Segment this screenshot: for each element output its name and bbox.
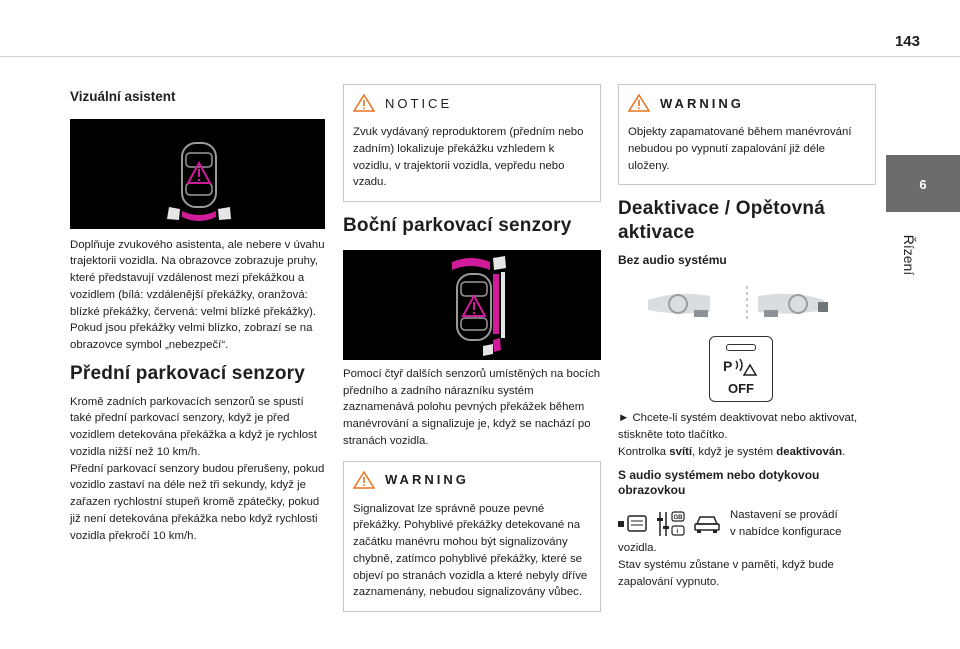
chapter-tab[interactable]: 6 [886, 155, 960, 212]
svg-text:i: i [676, 528, 679, 535]
car-front-icon[interactable] [694, 514, 720, 534]
dashboard-illustration [618, 282, 876, 326]
page-number: 143 [894, 33, 920, 50]
park-sensor-off-icon [722, 357, 762, 379]
off-label: OFF [728, 381, 754, 397]
header-rule [0, 56, 960, 57]
warning-triangle-icon [628, 94, 650, 112]
steering-wheel-icon [618, 282, 876, 326]
warning-text: Signalizovat lze správně pouze pevné překážky. Pohyblivé překážky detekované na začátku manévru mohou být signalizovány chybně, zatímco pohyblivé překážky, které se objeví po stranách vozidla a které nebyly dříve zaznamenány, nebudou signalizovány vůbec. [353, 502, 588, 599]
warning-box [343, 461, 601, 613]
config-text-line2: v nabídce konfigurace [730, 525, 842, 538]
side-sensors-heading: Boční parkovací senzory [343, 215, 572, 237]
warning-title: WARNING [385, 472, 469, 488]
audio-subheading: S audio systémem nebo dotykovou obrazovkou [618, 467, 820, 498]
chapter-label: Řízení [901, 234, 917, 276]
column-1 [70, 80, 325, 545]
car-top-icon [343, 250, 601, 360]
config-icons [618, 507, 730, 541]
touchscreen-icon[interactable] [618, 513, 648, 535]
deactivation-heading: Deaktivace / Opětovná aktivace [618, 198, 825, 244]
visual-assistant-heading: Vizuální asistent [70, 89, 176, 104]
no-audio-subheading: Bez audio systému [618, 252, 727, 267]
memory-text: Stav systému zůstane v paměti, když bude zapalování vypnuto. [618, 559, 834, 588]
front-sensors-interrupt-text: Přední parkovací senzory budou přerušeny, pokud vozidlo zastaví na déle než tři sekundy, když je zařazen rychlostní stupeň kromě zpátečky, pokud již není detekována překážka nebo když rychlosti vozidla překročí 10 km/h. [70, 462, 325, 542]
config-row [618, 507, 876, 541]
config-text-line3: vozidla. [618, 542, 657, 555]
press-button-text: ► Chcete-li systém deaktivovat nebo aktivovat, stiskněte toto tlačítko. [618, 412, 858, 442]
notice-box [343, 84, 601, 202]
warning-title: WARNING [660, 95, 744, 111]
park-sensor-off-button[interactable] [709, 336, 773, 402]
svg-text:P: P [723, 358, 733, 375]
config-text-line1: Nastavení se provádí [730, 508, 838, 521]
front-sensors-heading: Přední parkovací senzory [70, 362, 306, 384]
danger-symbol-text: Pokud jsou překážky velmi blízko, zobrazí se na obrazovce symbol „nebezpečí“. [70, 322, 313, 352]
warning-triangle-icon [353, 94, 375, 112]
notice-text: Zvuk vydávaný reproduktorem (předním nebo zadním) lokalizuje překážku vzhledem k vozidlu, v trajektorii vozidla, vepředu nebo vzadu. [353, 126, 584, 189]
front-sensors-text: Kromě zadních parkovacích senzorů se spustí také přední parkovací senzory, když je před vozidlem detekována překážka a když je rychlost vozidla nižší než 10 km/h. [70, 395, 317, 458]
memory-warning-text: Objekty zapamatované během manévrování nebudou po vypnutí zapalování již déle uloženy. [628, 126, 852, 172]
car-top-icon [70, 119, 325, 229]
side-sensors-text: Pomocí čtyř dalších senzorů umístěných na bocích předního a zadního nárazníku systém zaznamenává polohu pevných překážek během manévrování a signalizuje je, když se nachází po stranách vozidla. [343, 367, 601, 447]
column-3 [618, 84, 876, 591]
side-sensors-image [343, 250, 601, 360]
warning-box-memory [618, 84, 876, 185]
visual-assistant-image [70, 119, 325, 229]
indicator-lamp-text: Kontrolka svítí, když je systém deaktivován. [618, 445, 846, 458]
warning-triangle-icon [353, 471, 375, 489]
svg-text:GB: GB [673, 514, 683, 521]
column-2 [343, 84, 601, 612]
notice-title: NOTICE [385, 95, 453, 111]
visual-assistant-text: Doplňuje zvukového asistenta, ale nebere v úvahu trajektorii vozidla. Na obrazovce zobrazuje pruhy, které představují vzdálenost mezi překážkou a vozidlem (bílá: vzdálenější překážky, oranžová: blízké překážky, červená: velmi blízké překážky). [70, 238, 325, 318]
settings-icon[interactable] [656, 510, 686, 538]
